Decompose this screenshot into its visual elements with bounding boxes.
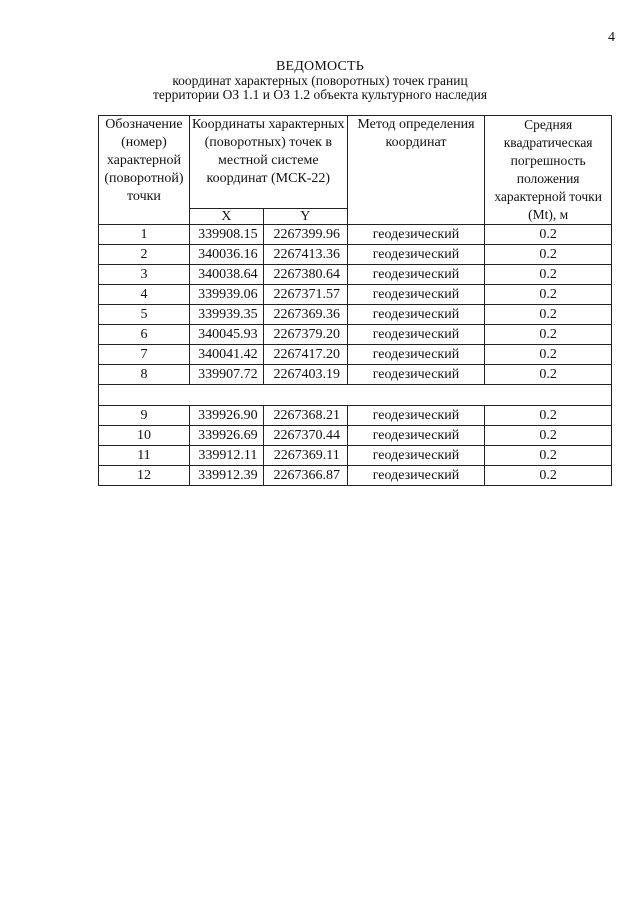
cell-error: 0.2 bbox=[485, 225, 612, 245]
header-y: Y bbox=[263, 209, 347, 225]
document-subtitle-line1: координат характерных (поворотных) точек границ bbox=[172, 73, 468, 88]
table-row bbox=[99, 245, 612, 265]
table-row bbox=[99, 365, 612, 385]
cell-y: 2267366.87 bbox=[263, 466, 347, 486]
cell-error: 0.2 bbox=[485, 406, 612, 426]
table-row bbox=[99, 466, 612, 486]
cell-y: 2267369.11 bbox=[263, 446, 347, 466]
header-coordinates: Координаты характерных (поворотных) точек в местной системе координат (МСК-22) bbox=[189, 116, 347, 209]
table-row bbox=[99, 426, 612, 446]
cell-error: 0.2 bbox=[485, 245, 612, 265]
cell-y: 2267399.96 bbox=[263, 225, 347, 245]
cell-point-number: 12 bbox=[99, 466, 190, 486]
cell-error: 0.2 bbox=[485, 466, 612, 486]
cell-error: 0.2 bbox=[485, 345, 612, 365]
cell-x: 339912.39 bbox=[189, 466, 263, 486]
coordinates-table bbox=[98, 115, 612, 486]
cell-method: геодезический bbox=[347, 446, 485, 466]
cell-x: 340045.93 bbox=[189, 325, 263, 345]
cell-point-number: 7 bbox=[99, 345, 190, 365]
table-row bbox=[99, 446, 612, 466]
cell-y: 2267369.36 bbox=[263, 305, 347, 325]
cell-x: 339926.90 bbox=[189, 406, 263, 426]
table-row bbox=[99, 305, 612, 325]
cell-method: геодезический bbox=[347, 365, 485, 385]
cell-method: геодезический bbox=[347, 305, 485, 325]
table-row bbox=[99, 345, 612, 365]
table-row bbox=[99, 285, 612, 305]
table-row bbox=[99, 225, 612, 245]
table-row bbox=[99, 325, 612, 345]
cell-point-number: 10 bbox=[99, 426, 190, 446]
cell-point-number: 5 bbox=[99, 305, 190, 325]
page-number: 4 bbox=[608, 30, 615, 45]
cell-error: 0.2 bbox=[485, 365, 612, 385]
cell-error: 0.2 bbox=[485, 305, 612, 325]
cell-x: 340041.42 bbox=[189, 345, 263, 365]
header-point: Обозначение (номер) характерной (поворотной) точки bbox=[99, 116, 190, 225]
cell-point-number: 2 bbox=[99, 245, 190, 265]
cell-x: 339908.15 bbox=[189, 225, 263, 245]
cell-point-number: 4 bbox=[99, 285, 190, 305]
cell-method: геодезический bbox=[347, 265, 485, 285]
cell-y: 2267379.20 bbox=[263, 325, 347, 345]
cell-x: 339926.69 bbox=[189, 426, 263, 446]
cell-point-number: 3 bbox=[99, 265, 190, 285]
table-gap bbox=[99, 385, 612, 406]
cell-method: геодезический bbox=[347, 225, 485, 245]
document-subtitle-line2: территории ОЗ 1.1 и ОЗ 1.2 объекта культурного наследия bbox=[152, 87, 488, 102]
cell-x: 339912.11 bbox=[189, 446, 263, 466]
cell-point-number: 1 bbox=[99, 225, 190, 245]
cell-error: 0.2 bbox=[485, 265, 612, 285]
table-row bbox=[99, 265, 612, 285]
cell-y: 2267403.19 bbox=[263, 365, 347, 385]
table-row bbox=[99, 406, 612, 426]
cell-x: 340036.16 bbox=[189, 245, 263, 265]
cell-x: 339907.72 bbox=[189, 365, 263, 385]
cell-method: геодезический bbox=[347, 426, 485, 446]
document-title: ВЕДОМОСТЬ bbox=[275, 59, 364, 74]
cell-y: 2267370.44 bbox=[263, 426, 347, 446]
cell-x: 339939.06 bbox=[189, 285, 263, 305]
cell-method: геодезический bbox=[347, 466, 485, 486]
cell-point-number: 8 bbox=[99, 365, 190, 385]
cell-y: 2267368.21 bbox=[263, 406, 347, 426]
header-x: X bbox=[189, 209, 263, 225]
cell-y: 2267417.20 bbox=[263, 345, 347, 365]
cell-error: 0.2 bbox=[485, 285, 612, 305]
table-body-group2 bbox=[99, 406, 612, 486]
cell-method: геодезический bbox=[347, 345, 485, 365]
cell-method: геодезический bbox=[347, 245, 485, 265]
cell-method: геодезический bbox=[347, 406, 485, 426]
title-block bbox=[0, 60, 640, 102]
cell-x: 340038.64 bbox=[189, 265, 263, 285]
cell-y: 2267371.57 bbox=[263, 285, 347, 305]
cell-method: геодезический bbox=[347, 325, 485, 345]
cell-method: геодезический bbox=[347, 285, 485, 305]
cell-point-number: 6 bbox=[99, 325, 190, 345]
cell-y: 2267380.64 bbox=[263, 265, 347, 285]
cell-y: 2267413.36 bbox=[263, 245, 347, 265]
cell-point-number: 9 bbox=[99, 406, 190, 426]
cell-point-number: 11 bbox=[99, 446, 190, 466]
cell-x: 339939.35 bbox=[189, 305, 263, 325]
table-body-group1 bbox=[99, 225, 612, 385]
header-error: Средняя квадратическая погрешность положения характерной точки (Mt), м bbox=[485, 116, 612, 225]
header-method: Метод определения координат bbox=[347, 116, 485, 225]
cell-error: 0.2 bbox=[485, 325, 612, 345]
cell-error: 0.2 bbox=[485, 426, 612, 446]
cell-error: 0.2 bbox=[485, 446, 612, 466]
